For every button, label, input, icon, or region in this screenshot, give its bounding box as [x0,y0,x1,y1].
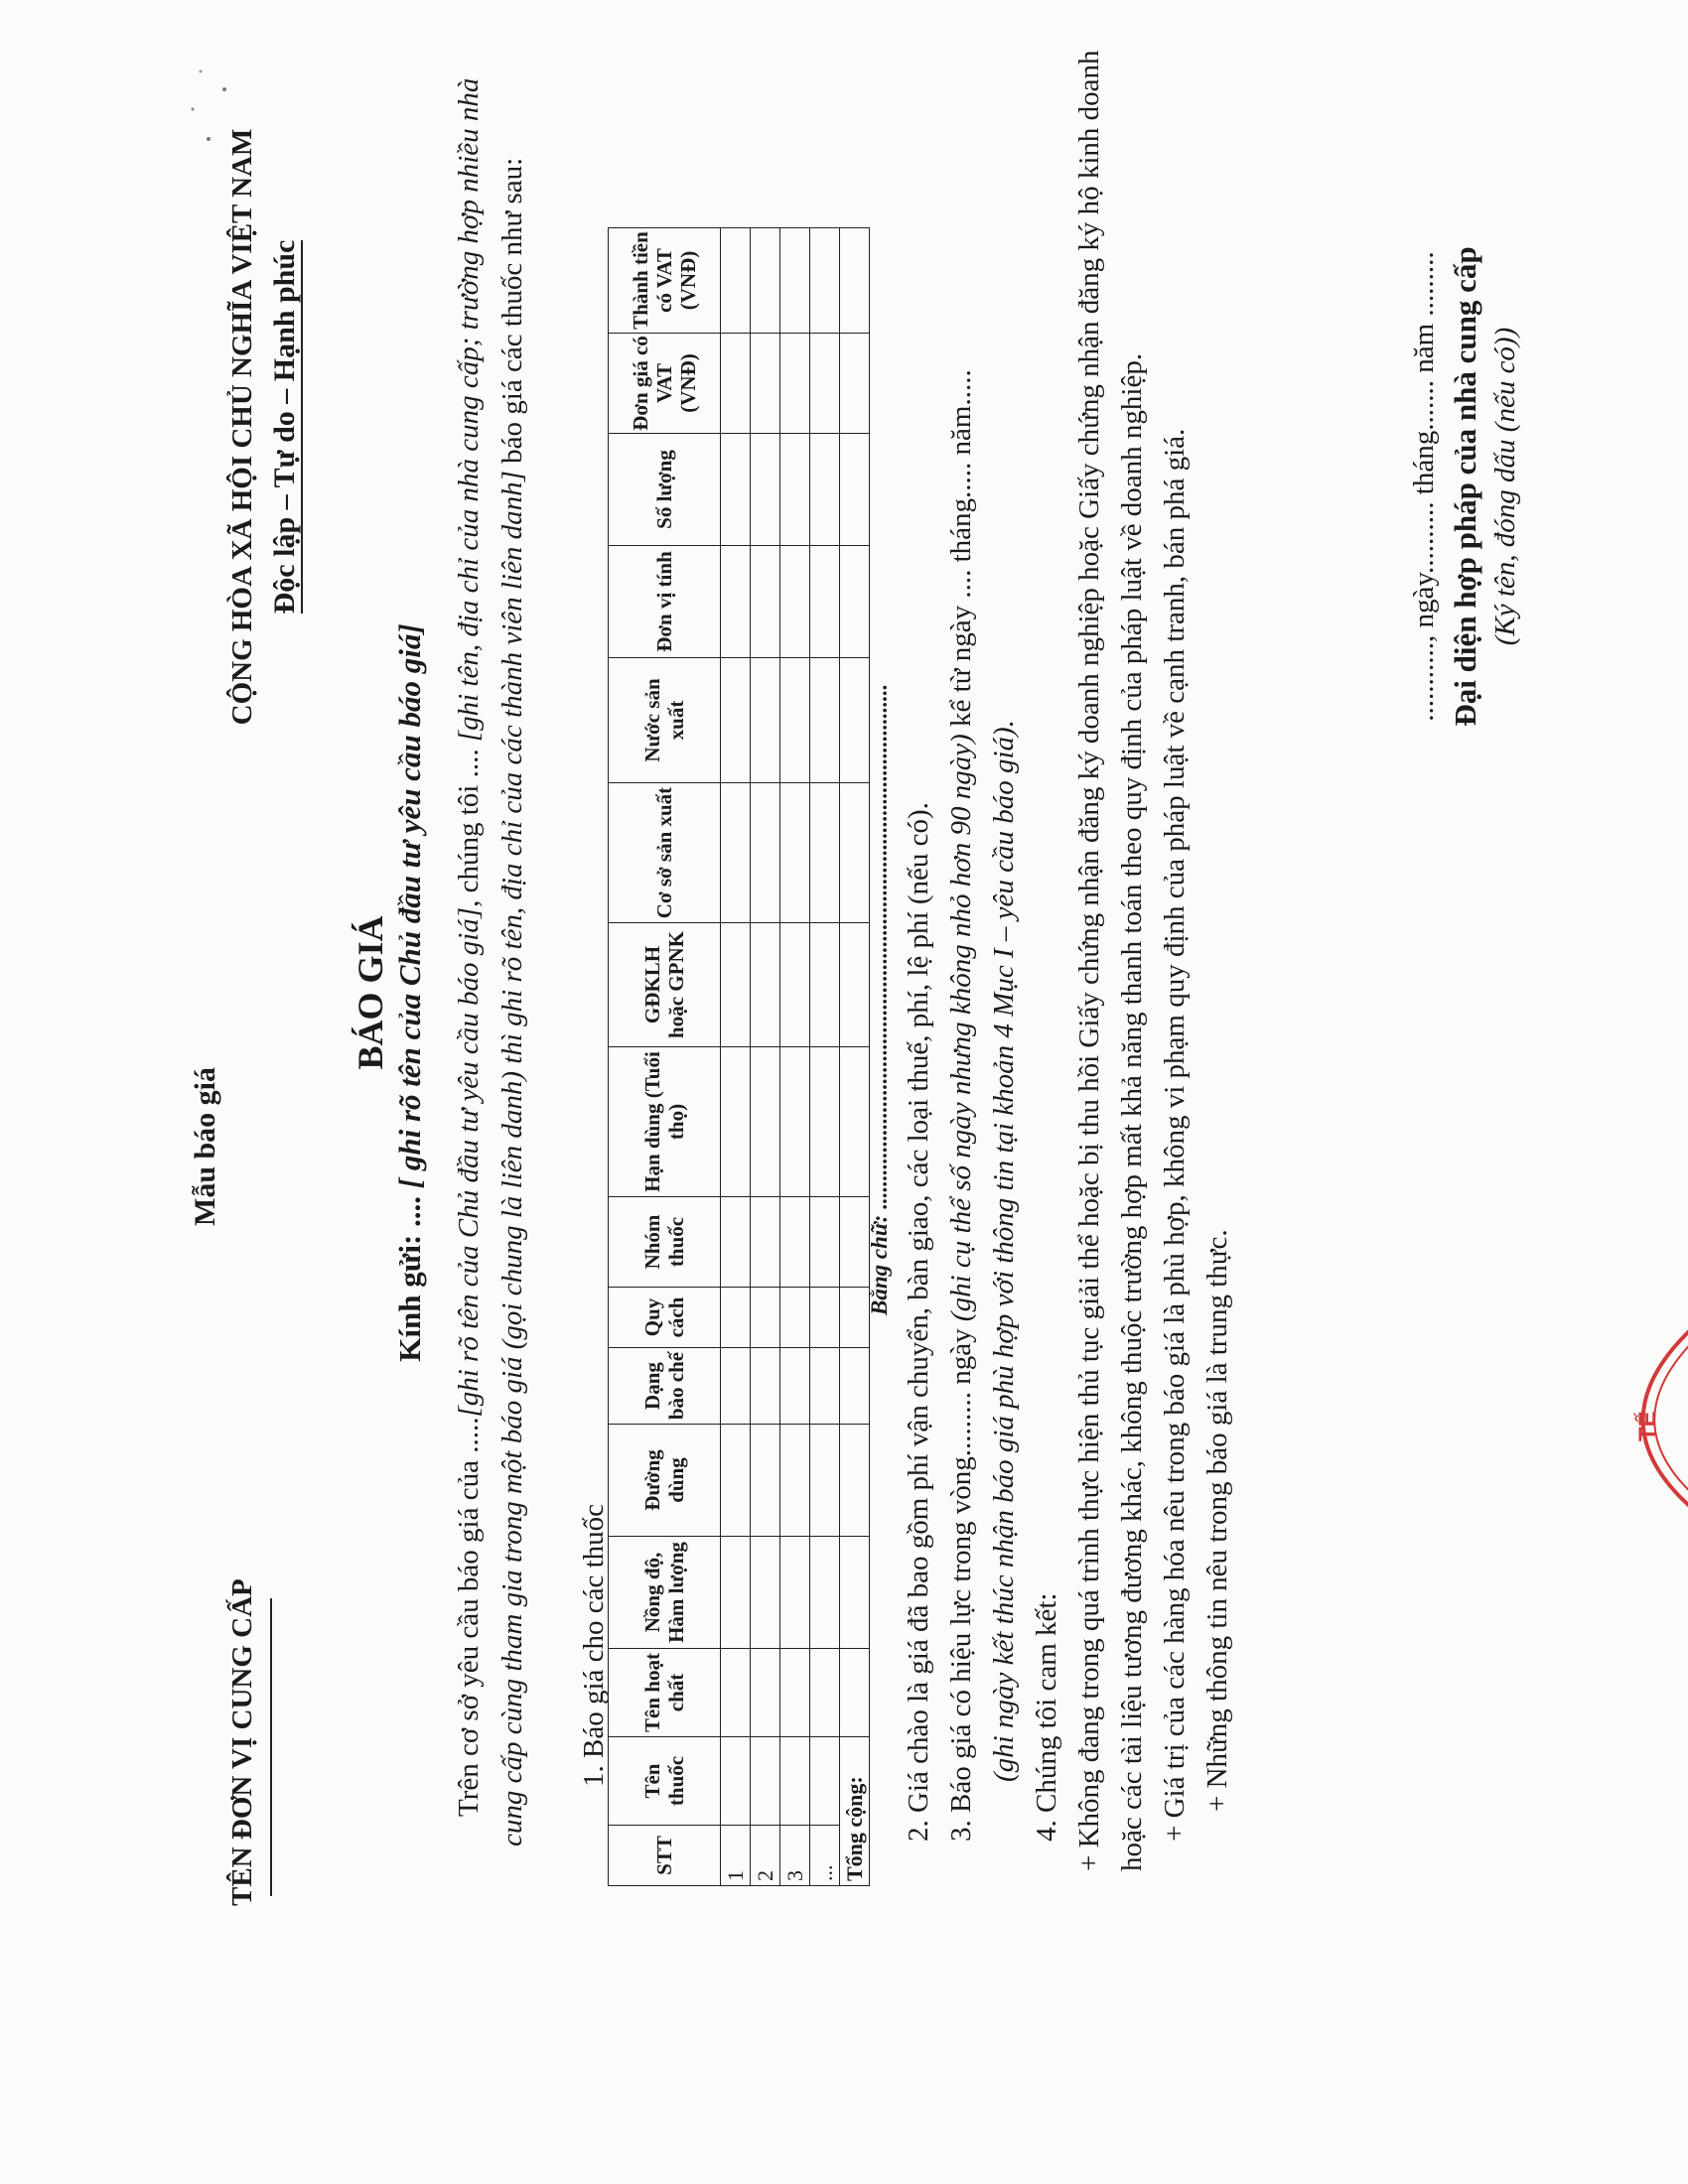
intro-part-2-italic: [ghi tên, địa chỉ của nhà cung cấp; trường hợp nhiều nhà cung cấp cùng tham gia trong một báo giá (gọi chung là liên danh) thì ghi rõ tên, địa chỉ của các thành viên liên danh] [453,77,528,1846]
col-header: STT [609,1826,721,1886]
greeting [392,397,428,1588]
col-header: Thành tiền có VAT (VNĐ) [609,228,721,334]
intro-part-3: báo giá các thuốc như sau: [496,157,528,472]
col-header: Tên thuốc [609,1737,721,1826]
supplier-unit-name: TÊN ĐƠN VỊ CUNG CẤP [226,1578,258,1906]
col-header: Nhóm thuốc [609,1197,721,1288]
section-1-heading: 1. Báo giá cho các thuốc [578,1503,610,1787]
commitment-1: + Không đang trong quá trình thực hiện thủ tục giải thể hoặc bị thu hồi Giấy chứng nhận đăng ký doanh nghiệp hoặc Giấy chứng nhận đăng ký hộ kinh doanh hoặc các tài liệu tương đương khác, không thuộc trường hợp mất khả năng thanh toán theo quy định của pháp luật về doanh nghiệp. [1073,50,1148,1871]
intro-part-1: Trên cơ sở yêu cầu báo giá của ..... [453,1417,485,1817]
row-index: ... [810,1826,840,1886]
row-index: 1 [721,1826,751,1886]
col-header: Số lượng [609,434,721,546]
col-header: GĐKLH hoặc GPNK [609,923,721,1047]
signature-title: Đại diện hợp pháp của nhà cung cấp [1448,246,1482,727]
price-table [608,227,870,1886]
unit-name-underline [270,1598,272,1896]
col-header: Quy cách [609,1288,721,1348]
scan-noise-marks [179,60,238,149]
col-header: Hạn dùng (Tuổi thọ) [609,1047,721,1197]
table-row [780,228,810,1886]
note-3-part-b: kể từ ngày .... tháng..... năm..... [945,369,977,735]
table-row [810,228,840,1886]
col-header: Đơn vị tính [609,546,721,658]
col-header: Nồng độ, Hàm lượng [609,1537,721,1649]
col-header: Nước sản xuất [609,658,721,783]
amount-in-words: Bằng chữ: ............................................................................................ [867,683,892,1315]
greeting-recipient: [ ghi rõ tên của Chủ đầu tư yêu cầu báo giá] [392,623,427,1189]
table-row [751,228,780,1886]
notes-block [862,35,1239,1871]
col-header: Đơn giá có VAT (VNĐ) [609,334,721,434]
signature-date-line: ..........., ngày.......... tháng....... năm ......... [1408,251,1440,722]
note-3-part-a: 3. Báo giá có hiệu lực trong vòng......... ngày [945,1321,977,1842]
nation-motto [268,79,302,774]
commitment-2: + Giá trị của các hàng hóa nêu trong báo giá là phù hợp, không vi phạm quy định của pháp luật về cạnh tranh, bán phá giá. [1159,428,1191,1842]
greeting-prefix: Kính gửi: .... [392,1195,427,1362]
note-2: 2. Giá chào là giá đã bao gồm phí vận chuyển, bàn giao, các loại thuế, phí, lệ phí (nếu có). [903,802,934,1842]
total-label: Tổng cộng: [840,1737,870,1886]
note-4: 4. Chúng tôi cam kết: [1031,1592,1062,1842]
note-3-sub-text: (ghi ngày kết thúc nhận báo giá phù hợp với thông tin tại khoản 4 Mục I – yêu cầu báo giá). [988,720,1020,1782]
note-3-italic: (ghi cụ thể số ngày nhưng không nhỏ hơn 90 ngày) [945,734,977,1322]
intro-part-1-italic: [ghi rõ tên của Chủ đầu tư yêu cầu báo giá] [453,906,485,1418]
col-header: Tên hoạt chất [609,1649,721,1737]
row-index: 2 [751,1826,780,1886]
stamp-text: TẾ [1634,1411,1661,1441]
commitment-3: + Những thông tin nêu trong báo giá là trung thực. [1201,1229,1233,1812]
form-label: Mẫu báo giá [189,1066,221,1226]
intro-part-2: , chúng tôi .... [453,742,485,907]
row-index: 3 [780,1826,810,1886]
note-3-sub [983,35,1026,1871]
motto-text: Độc lập – Tự do – Hạnh phúc [268,239,301,614]
col-header: Đường dùng [609,1425,721,1537]
col-header: Dạng bào chế [609,1348,721,1425]
intro-paragraph [447,50,534,1846]
nation-header: CỘNG HÒA XÃ HỘI CHỦ NGHĨA VIỆT NAM [226,128,258,726]
table-row [721,228,751,1886]
document-title: BÁO GIÁ [351,915,390,1070]
table-header-row [609,228,721,1886]
red-stamp-fragment [1594,1300,1688,1559]
col-header: Cơ sở sản xuất [609,783,721,923]
note-3 [940,35,983,1871]
signature-note: (Ký tên, đóng dấu (nếu có)) [1489,327,1521,646]
